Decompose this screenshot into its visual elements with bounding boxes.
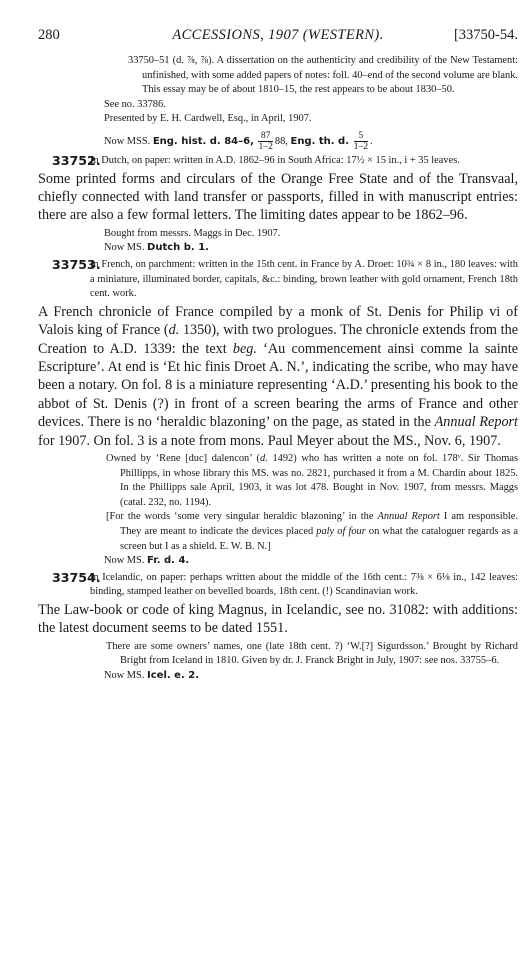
entry-33753-shelfmark: Now MS. Fr. d. 4. <box>104 555 190 567</box>
page-number: 280 <box>38 27 60 43</box>
entry-33753-lead: 33753. In French, on parchment: written in the 15th cent. in France by A. Droet: 10¾ × 8 in., 180 leaves: with a miniature, illuminated border, capitals, &c.: binding, brown leather with gold ornament, French 18th cent. work. <box>52 256 518 300</box>
running-header <box>38 27 518 49</box>
entry-33752-bought: Bought from messrs. Maggs in Dec. 1907. <box>104 227 281 239</box>
shelfmark-b: Eng. th. d. <box>290 135 350 147</box>
entry-33754-shelfmark: Now MS. Icel. e. 2. <box>104 669 199 681</box>
entry-33753-body: A French chronicle of France compiled by a monk of St. Denis for Philip vi of Valois king of France (d. 1350), with two prologues. The chronicle extends from the Creation to A.D. 1339: the text beg. ‘Au commencement ainsi comme la sainte Escripture’. At end is ‘Et hic finis Droet A. N.’, indicating the scribe, who may have been a notary. On fol. 8 is a miniature representing ‘A.D.’ presenting his book to the abbot of St. Denis (?) in front of a screen bearing the arms of France and other devices. There is no ‘heraldic blazoning’ on the page, as stated in the Annual Report for 1907. On fol. 3 is a note from mons. Paul Meyer about the MS., Nov. 6, 1907. <box>38 303 518 449</box>
entry-33754-provenance: There are some owners’ names, one (late 18th cent. ?) ‘W.[?] Sigurdsson.’ Brought by Richard Bright from Iceland in 1810. Given by dr. J. Franck Bright in July, 1907: see nos. 33755–6. <box>106 640 518 667</box>
entry-33754-body: The Law-book or code of king Magnus, in Icelandic, see no. 31082: with additions: the latest document seems to be dated 1551. <box>38 601 518 637</box>
now-prefix: Now MSS. <box>104 135 151 147</box>
entry-33753-provenance: Owned by ‘Rene [duc] dalencon’ (d. 1492) who has written a note on fol. 178ᵛ. Sir Thomas Phillipps, in whose library this MS. was no. 2821, purchased it from a M. Chardin about 1825. In the Phillipps sale April, 1903, it was lot 478. Bought in Nov. 1907, from messrs. Maggs (catal. 232, no. 1194). <box>106 453 518 508</box>
entry-number: 33752. <box>52 152 101 168</box>
entry-33752-body: Some printed forms and circulars of the Orange Free State and of the Transvaal, chiefly connected with land transfer or passports, filled in with manuscript entries: there are also a few formal letters. The limiting dates appear to be 1862–96. <box>38 170 518 224</box>
catalogue-range: [33750-54. <box>453 27 518 43</box>
entry-33752-lead: 33752. In Dutch, on paper: written in A.D. 1862–96 in South Africa: 17½ × 15 in., i + 35 leaves. <box>52 152 460 168</box>
entry-number: 33754. <box>52 569 101 585</box>
prev-entry-presented: Presented by E. H. Cardwell, Esq., in April, 1907. <box>104 113 312 125</box>
entry-33753-editorial-note: [For the words ‘some very singular heraldic blazoning’ in the Annual Report I am responsible. They are meant to indicate the devices placed paly of four on what the cataloguer regards as a screen but I as a shield. E. W. B. N.] <box>106 511 518 552</box>
fraction-2: $\frac{5}{1-2}$ <box>353 129 369 152</box>
prev-entry-see: See no. 33786. <box>104 98 166 110</box>
shelfmark-mid: 88, <box>274 135 288 147</box>
prev-entry-shelfmark: Now MSS. Eng. hist. d. 84–6, $\frac{87}{1-2}$ 88, Eng. th. d. $\frac{5}{1-2}$ . <box>104 129 373 152</box>
entry-number: 33753. <box>52 256 101 272</box>
shelfmark-a: Eng. hist. d. 84–6, <box>152 135 254 147</box>
prev-entry-description: 33750–51 (d. ⅞, ⅞). A dissertation on the authenticity and credibility of the New Testament: unfinished, with some added papers of notes: foll. 40–end of the second volume are blank. This essay may be of about 1810–15, the rest appears to be about 1830–50. <box>128 55 518 96</box>
entry-33754-lead: 33754. In Icelandic, on paper: perhaps written about the middle of the 16th cent.: 7⅜ × 6⅛ in., 142 leaves: binding, stamped leather on bevelled boards, 18th cent. (!) Scandinavian work. <box>52 569 518 598</box>
running-title: ACCESSIONS, 1907 (WESTERN). <box>172 27 384 43</box>
page-body <box>38 54 518 684</box>
fraction-1: $\frac{87}{1-2}$ <box>258 129 273 152</box>
entry-33752-shelfmark: Now MS. Dutch b. 1. <box>104 242 209 254</box>
